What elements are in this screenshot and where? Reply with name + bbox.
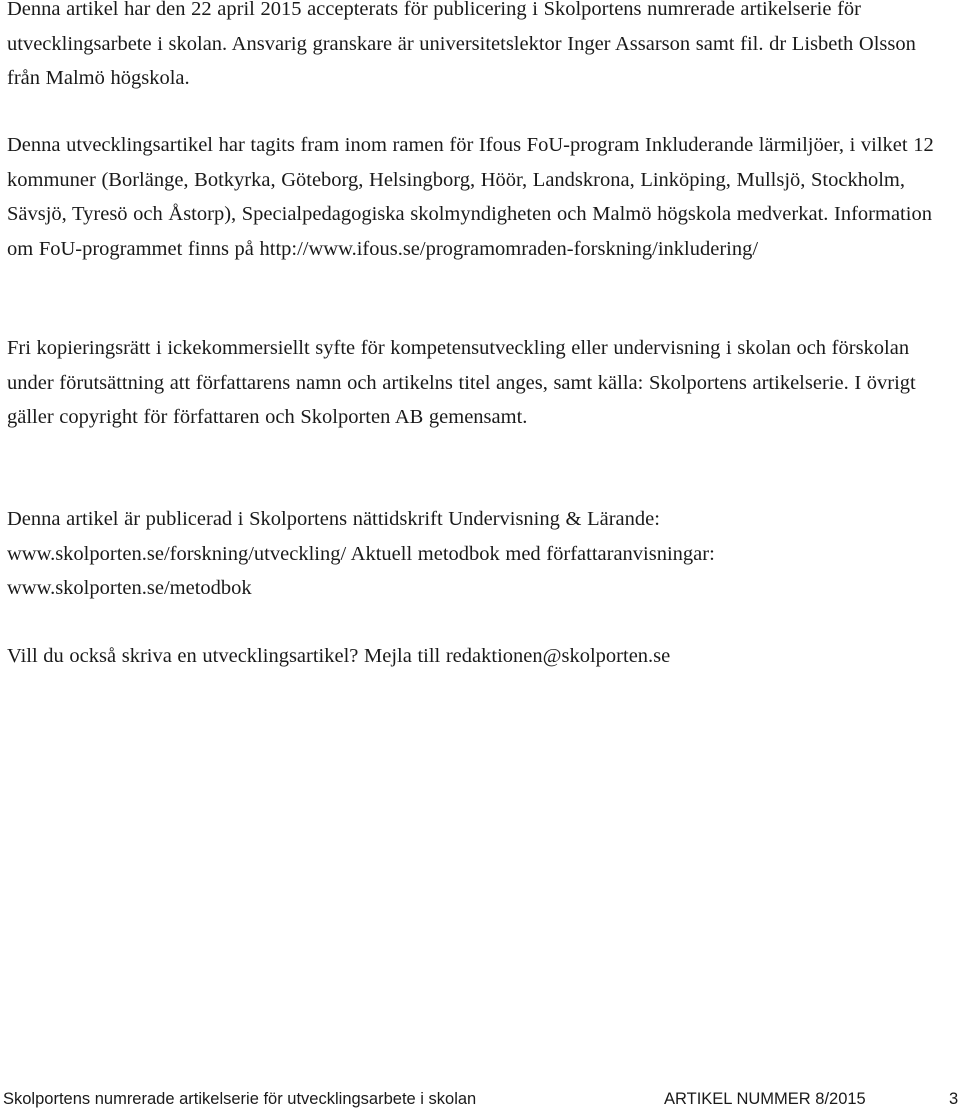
program-paragraph [7,128,947,266]
footer-page-number: 3 [949,1090,959,1108]
acceptance-text: Denna artikel har den 22 april 2015 accepterats för publicering i Skolportens numrerade artikelserie för utvecklingsarbete i skolan. Ansvarig granskare är universitetslektor Inger Assarson samt fil. dr Lisbeth Olsson från Malmö högskola. [7,0,916,89]
published-intro-text: Denna artikel är publicerad i Skolportens nättidskrift Undervisning & Lärande: [7,508,660,530]
method-intro-text: Aktuell metodbok med författaranvisningar: [350,542,715,565]
editorial-email-link[interactable]: redaktionen@skolporten.se [445,645,671,667]
method-book-link[interactable]: www.skolporten.se/metodbok [7,577,252,599]
invite-text: Vill du också skriva en utvecklingsartikel? Mejla till [7,645,441,667]
copyright-text: Fri kopieringsrätt i ickekommersiellt syfte för kompetensutveckling eller undervisning i skolan och förskolan under förutsättning att författarens namn och artikelns titel anges, samt källa: Skolportens artikelserie. I övrigt gäller copyright för författaren och Skolporten AB gemensamt. [7,337,916,428]
acceptance-paragraph [7,0,947,96]
footer-article-number: ARTIKEL NUMMER 8/2015 [664,1090,866,1108]
publication-paragraph [7,502,947,606]
invite-paragraph [7,639,947,674]
copyright-paragraph [7,331,947,435]
skolporten-research-link[interactable]: www.skolporten.se/forskning/utveckling/ [7,542,347,565]
footer-series-title: Skolportens numrerade artikelserie för utvecklingsarbete i skolan [3,1090,477,1108]
ifous-program-link[interactable]: http://www.ifous.se/programomraden-forskning/inkludering/ [259,237,759,260]
page-footer [0,1086,960,1112]
program-text: Denna utvecklingsartikel har tagits fram inom ramen för Ifous FoU-program Inkluderande lärmiljöer, i vilket 12 kommuner (Borlänge, Botkyrka, Göteborg, Helsingborg, Höör, Landskrona, Linköping, Mullsjö, Stockholm, Sävsjö, Tyresö och Åstorp), Specialpedagogiska skolmyndigheten och Malmö högskola medverkat. Information om FoU-programmet finns på [7,134,934,260]
